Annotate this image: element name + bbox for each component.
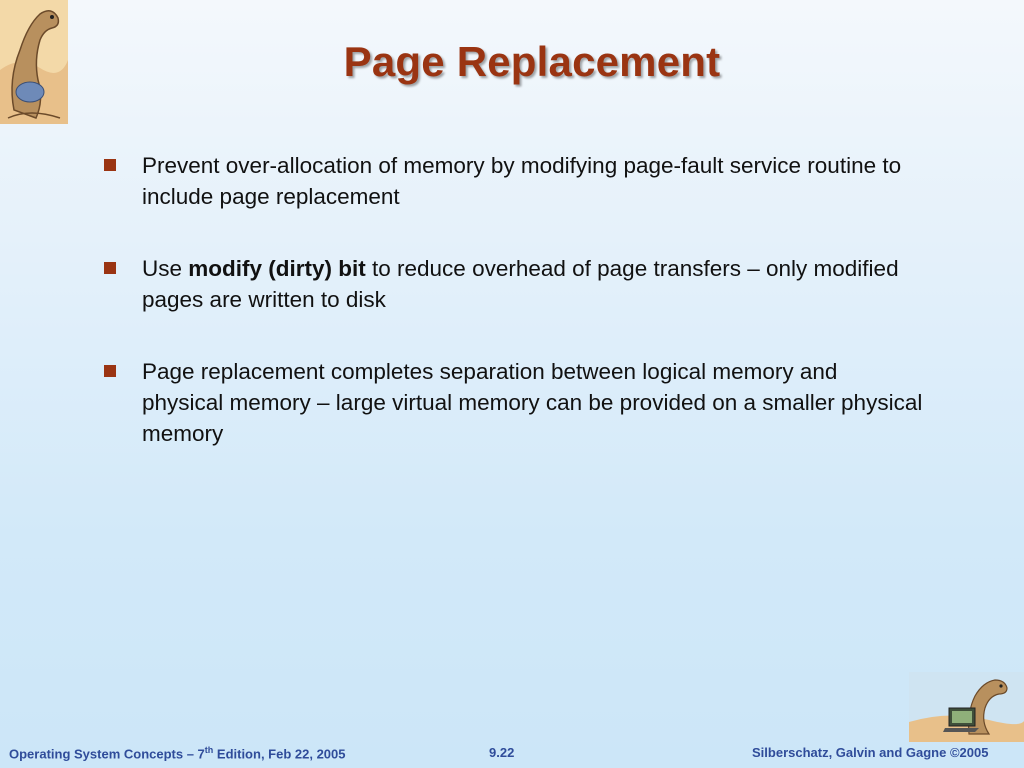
bullet-text-post: to reduce overhead of page transfers – only modified pages are written to disk	[142, 256, 899, 312]
square-bullet-icon	[104, 159, 116, 171]
bullet-item	[104, 356, 924, 449]
bullet-item	[104, 150, 924, 212]
footer-page-number: 9.22	[489, 745, 515, 760]
square-bullet-icon	[104, 262, 116, 274]
bullet-item	[104, 253, 924, 315]
footer-course-sup: th	[204, 745, 214, 755]
bullet-text-pre: Use	[142, 256, 189, 281]
bullet-list	[104, 150, 924, 490]
square-bullet-icon	[104, 365, 116, 377]
footer-course-pre: Operating System Concepts – 7	[9, 746, 205, 762]
footer-course-post: Edition, Feb 22, 2005	[213, 746, 346, 762]
bullet-text: Page replacement completes separation between logical memory and physical memory – large virtual memory can be provided on a smaller physical memory	[142, 359, 923, 446]
dinosaur-laptop-icon	[909, 672, 1024, 742]
bullet-text: Prevent over-allocation of memory by modifying page-fault service routine to include page replacement	[142, 153, 902, 209]
footer-course	[9, 745, 346, 761]
bullet-text-bold: modify (dirty) bit	[188, 256, 366, 281]
footer-authors: Silberschatz, Galvin and Gagne ©2005	[752, 745, 989, 760]
slide-title: Page Replacement	[343, 38, 721, 85]
